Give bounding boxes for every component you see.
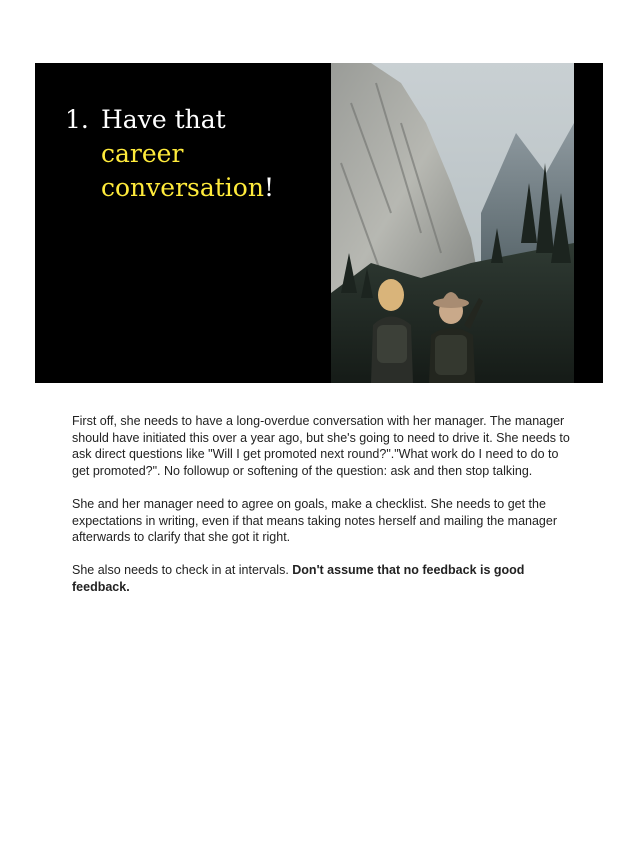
heading-line-1 xyxy=(65,103,274,137)
slide-heading xyxy=(65,103,274,205)
heading-line-3 xyxy=(65,171,274,205)
paragraph-goals-checklist: She and her manager need to agree on goals, make a checklist. She needs to get the expectations in writing, even if that means taking notes herself and mailing the manager afterwards to clarify that she got it right. xyxy=(72,496,557,545)
heading-text: Have that xyxy=(101,105,226,134)
slide-banner xyxy=(35,63,603,383)
paragraph-check-in xyxy=(72,562,570,595)
paragraph-career-conversation: First off, she needs to have a long-overdue conversation with her manager. The manager should have initiated this over a year ago, but she's going to need to drive it. She needs to ask direct questions like "Will I get promoted next round?"."What work do I need to do to get promoted?". No followup or softening of the question: ask and then stop talking. xyxy=(72,414,570,478)
hikers-mountain-photo xyxy=(331,63,574,383)
heading-exclamation: ! xyxy=(263,173,274,202)
list-number: 1. xyxy=(65,105,89,134)
paragraph-check-in-text: She also needs to check in at intervals. xyxy=(72,563,293,578)
heading-accent-conversation: conversation xyxy=(101,173,264,202)
heading-accent-career: career xyxy=(101,139,184,168)
paragraph-check-in-emphasis: Don't assume that no feedback is good feedback. xyxy=(72,563,525,594)
article-body xyxy=(72,413,570,612)
